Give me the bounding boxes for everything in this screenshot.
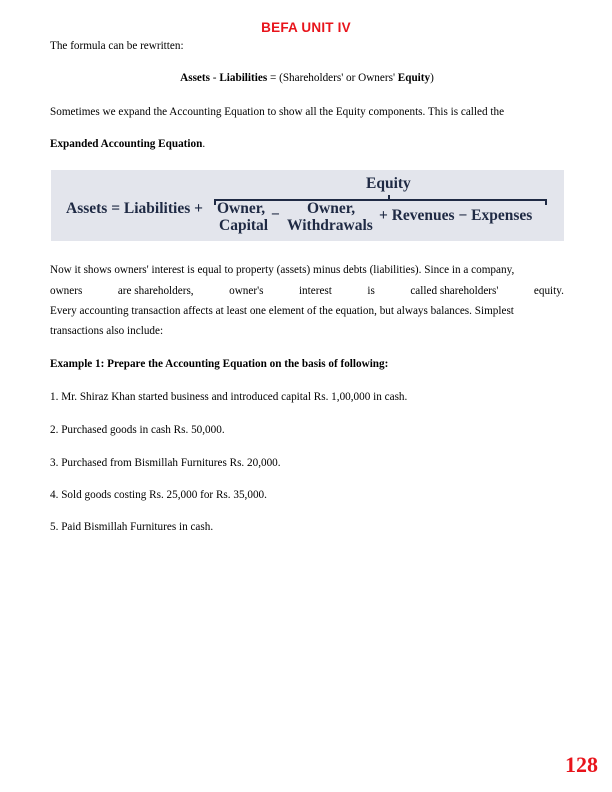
- word: interest: [298, 285, 332, 297]
- list-item: 3. Purchased from Bismillah Furnitures Rs. 20,000.: [50, 457, 281, 469]
- formula-middle: = (Shareholders' or Owners': [267, 72, 398, 84]
- list-item: 4. Sold goods costing Rs. 25,000 for Rs. 35,000.: [50, 489, 267, 501]
- page-header: BEFA UNIT IV: [261, 20, 351, 35]
- formula-close: ): [430, 72, 434, 84]
- formula-equity: Equity: [397, 72, 431, 84]
- explanation-line3: Every accounting transaction affects at least one element of the equation, but always balances. Simplest: [50, 305, 514, 317]
- equity-brace-center-tick: [388, 195, 390, 200]
- list-item: 2. Purchased goods in cash Rs. 50,000.: [50, 424, 225, 436]
- explanation-line1: Now it shows owners' interest is equal to property (assets) minus debts (liabilities). Since in a company,: [50, 264, 515, 276]
- equation-minus: −: [271, 206, 280, 223]
- expanded-period: .: [202, 138, 206, 150]
- explanation-line4: transactions also include:: [50, 325, 164, 337]
- example-title: Example 1: Prepare the Accounting Equation on the basis of following:: [50, 358, 389, 370]
- equity-label: Equity: [366, 175, 411, 192]
- word: owner's: [229, 285, 264, 297]
- list-item: 1. Mr. Shiraz Khan started business and introduced capital Rs. 1,00,000 in cash.: [50, 391, 408, 403]
- expanded-equation-figure: [51, 170, 564, 241]
- intro-text: The formula can be rewritten:: [50, 40, 184, 52]
- owner-capital-line1: Owner,: [217, 200, 266, 217]
- word: equity.: [533, 285, 564, 297]
- equity-brace-left-tick: [214, 199, 216, 205]
- formula-dash: -: [209, 72, 220, 84]
- owner-withdrawals-line1: Owner,: [307, 200, 356, 217]
- expanded-heading: [50, 137, 564, 152]
- formula-liabilities: Liabilities: [219, 72, 268, 84]
- equity-brace-right-tick: [545, 199, 547, 205]
- owner-withdrawals-line2: Withdrawals: [287, 217, 373, 234]
- equation-rhs: + Revenues − Expenses: [379, 207, 533, 224]
- word: called shareholders': [410, 285, 499, 297]
- explanation-line2: [50, 284, 564, 299]
- expand-text: Sometimes we expand the Accounting Equation to show all the Equity components. This is called the: [50, 106, 505, 118]
- formula-line: [50, 71, 564, 86]
- equation-lhs: Assets = Liabilities +: [66, 200, 203, 217]
- owner-capital-line2: Capital: [219, 217, 269, 234]
- word: are shareholders,: [117, 285, 194, 297]
- expanded-title: Expanded Accounting Equation: [50, 138, 203, 150]
- word: owners: [50, 285, 83, 297]
- word: is: [367, 285, 375, 297]
- formula-assets: Assets: [180, 72, 210, 84]
- page-number: 128: [565, 752, 598, 777]
- list-item: 5. Paid Bismillah Furnitures in cash.: [50, 521, 214, 533]
